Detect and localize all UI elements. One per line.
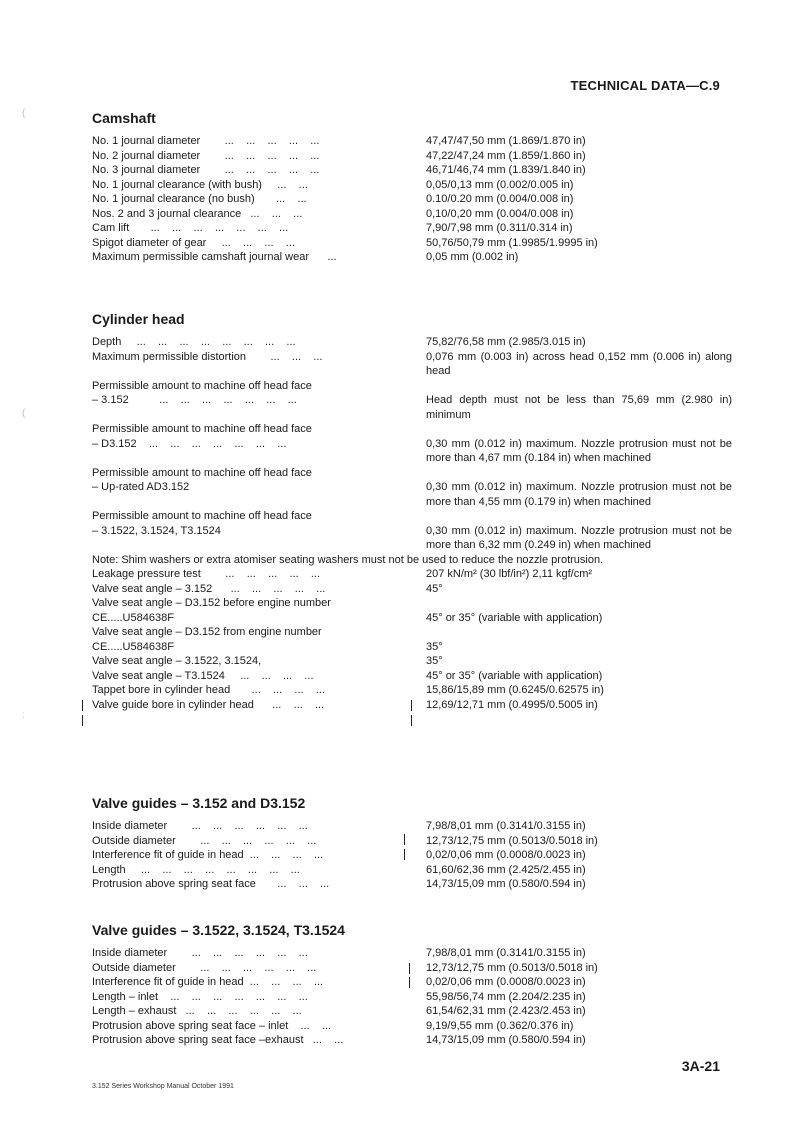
spec-value: 0,05/0,13 mm (0.002/0.005 in)	[426, 178, 574, 191]
spec-label: Protrusion above spring seat face – inlet ... ...	[92, 1019, 332, 1032]
spec-value: 7,90/7,98 mm (0.311/0.314 in)	[426, 222, 573, 234]
binding-hole-mark: :	[22, 710, 25, 721]
spec-label: CE.....U584638F	[92, 640, 174, 653]
spec-label: Valve seat angle – 3.152 ... ... ... ... ...	[92, 582, 326, 595]
spec-row	[92, 1019, 732, 1034]
spec-row	[92, 236, 732, 251]
spec-label: Maximum permissible distortion ... ... ...	[92, 350, 323, 363]
spec-value: 47,22/47,24 mm (1.859/1.860 in)	[426, 149, 586, 162]
spec-value: 0,02/0,06 mm (0.0008/0.0023 in)	[426, 976, 586, 988]
spec-value: 47,47/47,50 mm (1.869/1.870 in)	[426, 135, 586, 147]
page-number: 3A-21	[681, 1058, 720, 1074]
spec-row	[92, 834, 732, 849]
spec-row	[92, 192, 732, 207]
spec-row	[92, 393, 732, 422]
spec-row	[92, 961, 732, 976]
spec-row	[92, 509, 732, 524]
spec-label: No. 2 journal diameter ... ... ... ... ...	[92, 149, 320, 162]
spec-value: 7,98/8,01 mm (0.3141/0.3155 in)	[426, 947, 586, 959]
spec-value	[426, 596, 732, 611]
spec-row	[92, 1033, 732, 1048]
spec-label: Length – inlet ... ... ... ... ... ... ...	[92, 990, 308, 1003]
spec-label: Leakage pressure test ... ... ... ... ...	[92, 568, 321, 580]
spec-label: No. 3 journal diameter ... ... ... ... ...	[92, 164, 320, 176]
spec-row	[92, 567, 732, 582]
valve-guides-b-section	[92, 922, 732, 1048]
spec-row	[92, 698, 732, 713]
spec-label: Inside diameter ... ... ... ... ... ...	[92, 947, 308, 959]
spec-row	[92, 207, 732, 222]
spec-value: 14,73/15,09 mm (0.580/0.594 in)	[426, 1034, 586, 1046]
section-title: Valve guides – 3.152 and D3.152	[92, 795, 306, 811]
spec-label: Permissible amount to machine off head face	[92, 423, 312, 435]
spec-value: 50,76/50,79 mm (1.9985/1.9995 in)	[426, 236, 598, 249]
spec-row	[92, 437, 732, 466]
section-title: Cylinder head	[92, 311, 185, 327]
spec-row	[92, 582, 732, 597]
spec-row	[92, 819, 732, 834]
spec-label: Permissible amount to machine off head face	[92, 379, 312, 392]
spec-label: Valve seat angle – 3.1522, 3.1524,	[92, 655, 262, 667]
revision-bar	[82, 715, 83, 726]
spec-label: Depth ... ... ... ... ... ... ... ...	[92, 336, 296, 348]
valve-guides-a-table	[92, 819, 732, 892]
spec-row	[92, 335, 732, 350]
spec-value: 35°	[426, 640, 443, 653]
cylinder-head-table-2	[92, 567, 732, 712]
spec-label: Inside diameter ... ... ... ... ... ...	[92, 820, 308, 832]
cylinder-head-section	[92, 311, 732, 712]
spec-value: 45°	[426, 582, 443, 595]
spec-label: Maximum permissible camshaft journal wear ...	[92, 251, 337, 263]
spec-value	[426, 466, 732, 481]
spec-value: 0.10/0.20 mm (0.004/0.008 in)	[426, 193, 574, 205]
revision-bar	[409, 963, 410, 974]
spec-value	[426, 509, 732, 524]
spec-row	[92, 669, 732, 684]
section-title: Camshaft	[92, 110, 156, 126]
spec-value: 55,98/56,74 mm (2.204/2.235 in)	[426, 990, 586, 1003]
spec-label: Protrusion above spring seat face –exhaust ... ...	[92, 1034, 344, 1046]
spec-row	[92, 863, 732, 878]
spec-row	[92, 221, 732, 236]
camshaft-table	[92, 134, 732, 265]
cylinder-head-table	[92, 335, 732, 553]
spec-row	[92, 250, 732, 265]
footer-text: 3.152 Series Workshop Manual October 1991	[92, 1083, 234, 1090]
spec-row	[92, 524, 732, 553]
spec-value: 61,60/62,36 mm (2.425/2.455 in)	[426, 863, 586, 876]
spec-value: 0,076 mm (0.003 in) across head 0,152 mm (0.006 in) along head	[426, 350, 732, 377]
spec-row	[92, 877, 732, 892]
spec-value	[426, 422, 732, 437]
spec-label: CE.....U584638F	[92, 611, 174, 624]
revision-bar	[404, 834, 405, 845]
spec-value: 7,98/8,01 mm (0.3141/0.3155 in)	[426, 820, 586, 832]
spec-label: – 3.1522, 3.1524, T3.1524	[92, 524, 221, 537]
spec-row	[92, 178, 732, 193]
spec-value: 35°	[426, 655, 443, 667]
binding-hole-mark: (	[22, 108, 26, 119]
spec-value: 45° or 35° (variable with application)	[426, 669, 603, 682]
spec-row	[92, 480, 732, 509]
spec-label: Cam lift ... ... ... ... ... ... ...	[92, 222, 289, 234]
revision-bar	[409, 977, 410, 988]
spec-label: Valve seat angle – D3.152 from engine number	[92, 626, 322, 638]
spec-value: 61,54/62,31 mm (2.423/2.453 in)	[426, 1005, 586, 1017]
valve-guides-a-section	[92, 795, 732, 892]
spec-value: 46,71/46,74 mm (1.839/1.840 in)	[426, 164, 586, 176]
spec-value: 75,82/76,58 mm (2.985/3.015 in)	[426, 336, 586, 348]
spec-row	[92, 611, 732, 626]
spec-row	[92, 134, 732, 149]
spec-row	[92, 350, 732, 379]
spec-row	[92, 654, 732, 669]
spec-label: Valve guide bore in cylinder head ... ... ...	[92, 698, 325, 711]
spec-row	[92, 163, 732, 178]
spec-value: 45° or 35° (variable with application)	[426, 611, 603, 624]
revision-bar	[404, 849, 405, 860]
spec-label: Permissible amount to machine off head face	[92, 466, 312, 479]
section-title: Valve guides – 3.1522, 3.1524, T3.1524	[92, 922, 345, 938]
spec-row	[92, 466, 732, 481]
spec-value: 15,86/15,89 mm (0.6245/0.62575 in)	[426, 684, 604, 696]
spec-value: 0,30 mm (0.012 in) maximum. Nozzle protrusion must not be more than 4,55 mm (0.179 in) when machined	[426, 481, 732, 508]
spec-value	[426, 379, 732, 394]
spec-label: – D3.152 ... ... ... ... ... ... ...	[92, 437, 287, 450]
spec-label: Nos. 2 and 3 journal clearance ... ... ...	[92, 207, 303, 220]
spec-row	[92, 596, 732, 611]
revision-bar	[411, 715, 412, 726]
spec-value: Head depth must not be less than 75,69 mm (2.980 in) minimum	[426, 394, 732, 421]
spec-value: 0,30 mm (0.012 in) maximum. Nozzle protrusion must not be more than 6,32 mm (0.249 in) when machined	[426, 524, 732, 551]
spec-value: 12,69/12,71 mm (0.4995/0.5005 in)	[426, 698, 598, 711]
spec-row	[92, 640, 732, 655]
spec-value: 12,73/12,75 mm (0.5013/0.5018 in)	[426, 834, 598, 847]
spec-label: Permissible amount to machine off head face	[92, 510, 312, 522]
spec-row	[92, 625, 732, 640]
spec-value: 12,73/12,75 mm (0.5013/0.5018 in)	[426, 961, 598, 974]
camshaft-section	[92, 110, 732, 265]
revision-bar	[411, 700, 412, 711]
spec-value: 9,19/9,55 mm (0.362/0.376 in)	[426, 1019, 574, 1032]
spec-label: Protrusion above spring seat face ... ... ...	[92, 878, 330, 890]
page-header: TECHNICAL DATA—C.9	[570, 78, 720, 93]
spec-label: Length ... ... ... ... ... ... ... ...	[92, 863, 300, 876]
spec-value	[426, 625, 732, 640]
spec-value: 0,02/0,06 mm (0.0008/0.0023 in)	[426, 849, 586, 861]
spec-row	[92, 990, 732, 1005]
spec-label: No. 1 journal clearance (no bush) ... ...	[92, 193, 307, 205]
spec-label: Length – exhaust ... ... ... ... ... ...	[92, 1005, 302, 1017]
spec-label: Interference fit of guide in head ... ... ... ...	[92, 976, 324, 988]
valve-guides-b-table	[92, 946, 732, 1048]
binding-hole-mark: (	[22, 408, 26, 419]
spec-value: 0,05 mm (0.002 in)	[426, 251, 519, 263]
spec-label: Interference fit of guide in head ... ... ... ...	[92, 849, 324, 861]
spec-value: 207 kN/m² (30 lbf/in²) 2,11 kgf/cm²	[426, 568, 593, 580]
spec-label: Outside diameter ... ... ... ... ... ...	[92, 834, 317, 847]
spec-row	[92, 379, 732, 394]
spec-label: – Up-rated AD3.152	[92, 481, 190, 493]
spec-label: No. 1 journal clearance (with bush) ... ...	[92, 178, 308, 191]
spec-value: 0,10/0,20 mm (0.004/0.008 in)	[426, 207, 574, 220]
spec-row	[92, 422, 732, 437]
spec-row	[92, 848, 732, 863]
note-text: Note: Shim washers or extra atomiser seating washers must not be used to reduce the nozzle protrusion.	[92, 553, 604, 566]
spec-value: 0,30 mm (0.012 in) maximum. Nozzle protrusion must not be more than 4,67 mm (0.184 in) when machined	[426, 437, 732, 464]
spec-label: Valve seat angle – D3.152 before engine number	[92, 597, 331, 609]
spec-label: Valve seat angle – T3.1524 ... ... ... ...	[92, 669, 314, 682]
spec-label: Outside diameter ... ... ... ... ... ...	[92, 961, 317, 974]
spec-label: Tappet bore in cylinder head ... ... ... ...	[92, 684, 325, 696]
spec-value: 14,73/15,09 mm (0.580/0.594 in)	[426, 878, 586, 890]
revision-bar	[82, 700, 83, 711]
spec-row	[92, 975, 732, 990]
spec-label: – 3.152 ... ... ... ... ... ... ...	[92, 394, 297, 406]
spec-row	[92, 683, 732, 698]
spec-row	[92, 946, 732, 961]
spec-label: No. 1 journal diameter ... ... ... ... ...	[92, 135, 320, 147]
spec-row	[92, 149, 732, 164]
spec-row	[92, 1004, 732, 1019]
spec-label: Spigot diameter of gear ... ... ... ...	[92, 236, 295, 249]
